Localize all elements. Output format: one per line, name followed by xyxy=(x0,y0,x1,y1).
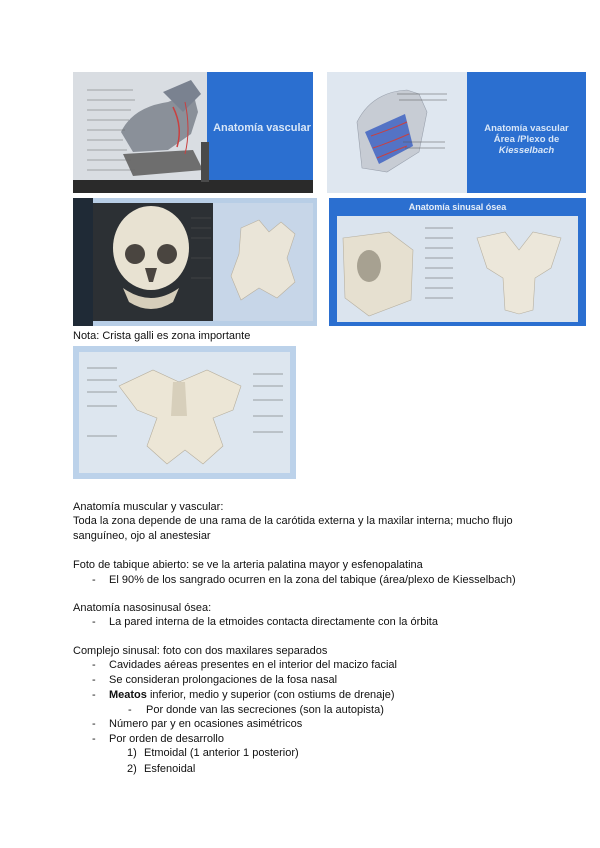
numbered-esfenoidal: Esfenoidal xyxy=(144,763,196,775)
slide-title-line1: Anatomía vascular xyxy=(484,123,569,134)
bullet-numero-par: Número par y en ocasiones asimétricos xyxy=(109,718,303,730)
photo-craneo-etmoides xyxy=(73,198,317,326)
photo-anatomia-vascular-kiesselbach xyxy=(327,72,586,193)
sphenoid-illustration xyxy=(329,198,586,326)
bullet-pared-etmoides: La pared interna de la etmoides contacta directamente con la órbita xyxy=(109,616,438,628)
sphenoid-detail-illustration xyxy=(73,346,296,479)
bullet-dash: - xyxy=(92,659,96,671)
sub-bullet-dash: - xyxy=(128,704,132,716)
heading-anatomia-nasosinusal: Anatomía nasosinusal ósea: xyxy=(73,602,212,614)
bullet-dash: - xyxy=(92,674,96,686)
bullet-orden-desarrollo: Por orden de desarrollo xyxy=(109,733,224,745)
photo-anatomia-sinusal-osea xyxy=(329,198,586,326)
slide-title-anatomia-sinusal-osea: Anatomía sinusal ósea xyxy=(408,202,507,212)
bullet-dash: - xyxy=(92,616,96,628)
slide-title-line2-em: Kiesselbach xyxy=(498,144,555,156)
slide-title-line2 xyxy=(467,135,586,157)
heading-complejo-sinusal: Complejo sinusal: foto con dos maxilares separados xyxy=(73,645,328,657)
bullet-dash: - xyxy=(92,733,96,745)
bullet-meatos xyxy=(109,688,395,703)
slide-title-area-kiesselbach xyxy=(467,124,586,157)
note-crista-galli: Nota: Crista galli es zona importante xyxy=(73,330,251,342)
meatos-rest: inferior, medio y superior (con ostiums de drenaje) xyxy=(146,689,395,701)
bullet-prolongaciones: Se consideran prolongaciones de la fosa nasal xyxy=(109,674,338,686)
slide-title-anatomia-vascular: Anatomía vascular xyxy=(213,122,311,134)
skull-frontal-illustration xyxy=(73,198,317,326)
numbered-marker-2: 2) xyxy=(127,763,137,775)
photo-esfenoides xyxy=(73,346,296,479)
bullet-dash: - xyxy=(92,574,96,586)
paragraph-muscular-line2: sanguíneo, ojo al anestesiar xyxy=(73,530,211,542)
heading-anatomia-muscular: Anatomía muscular y vascular: xyxy=(73,501,224,513)
meatos-bold: Meatos xyxy=(109,689,147,701)
sub-bullet-secreciones: Por donde van las secreciones (son la autopista) xyxy=(146,704,384,716)
numbered-marker-1: 1) xyxy=(127,747,137,759)
bullet-sangrado-tabique: El 90% de los sangrado ocurren en la zona del tabique (área/plexo de Kiesselbach) xyxy=(109,574,516,586)
bullet-cavidades-aereas: Cavidades aéreas presentes en el interior del macizo facial xyxy=(109,659,397,671)
bullet-dash: - xyxy=(92,689,96,701)
bullet-dash: - xyxy=(92,718,96,730)
numbered-etmoidal: Etmoidal (1 anterior 1 posterior) xyxy=(144,747,299,759)
heading-foto-tabique: Foto de tabique abierto: se ve la arteria palatina mayor y esfenopalatina xyxy=(73,559,423,571)
paragraph-muscular-line1: Toda la zona depende de una rama de la carótida externa y la maxilar interna; mucho flujo xyxy=(73,515,513,527)
slide-title-line2-prefix: Área /Plexo de xyxy=(493,133,560,145)
photo-anatomia-vascular-1 xyxy=(73,72,313,193)
